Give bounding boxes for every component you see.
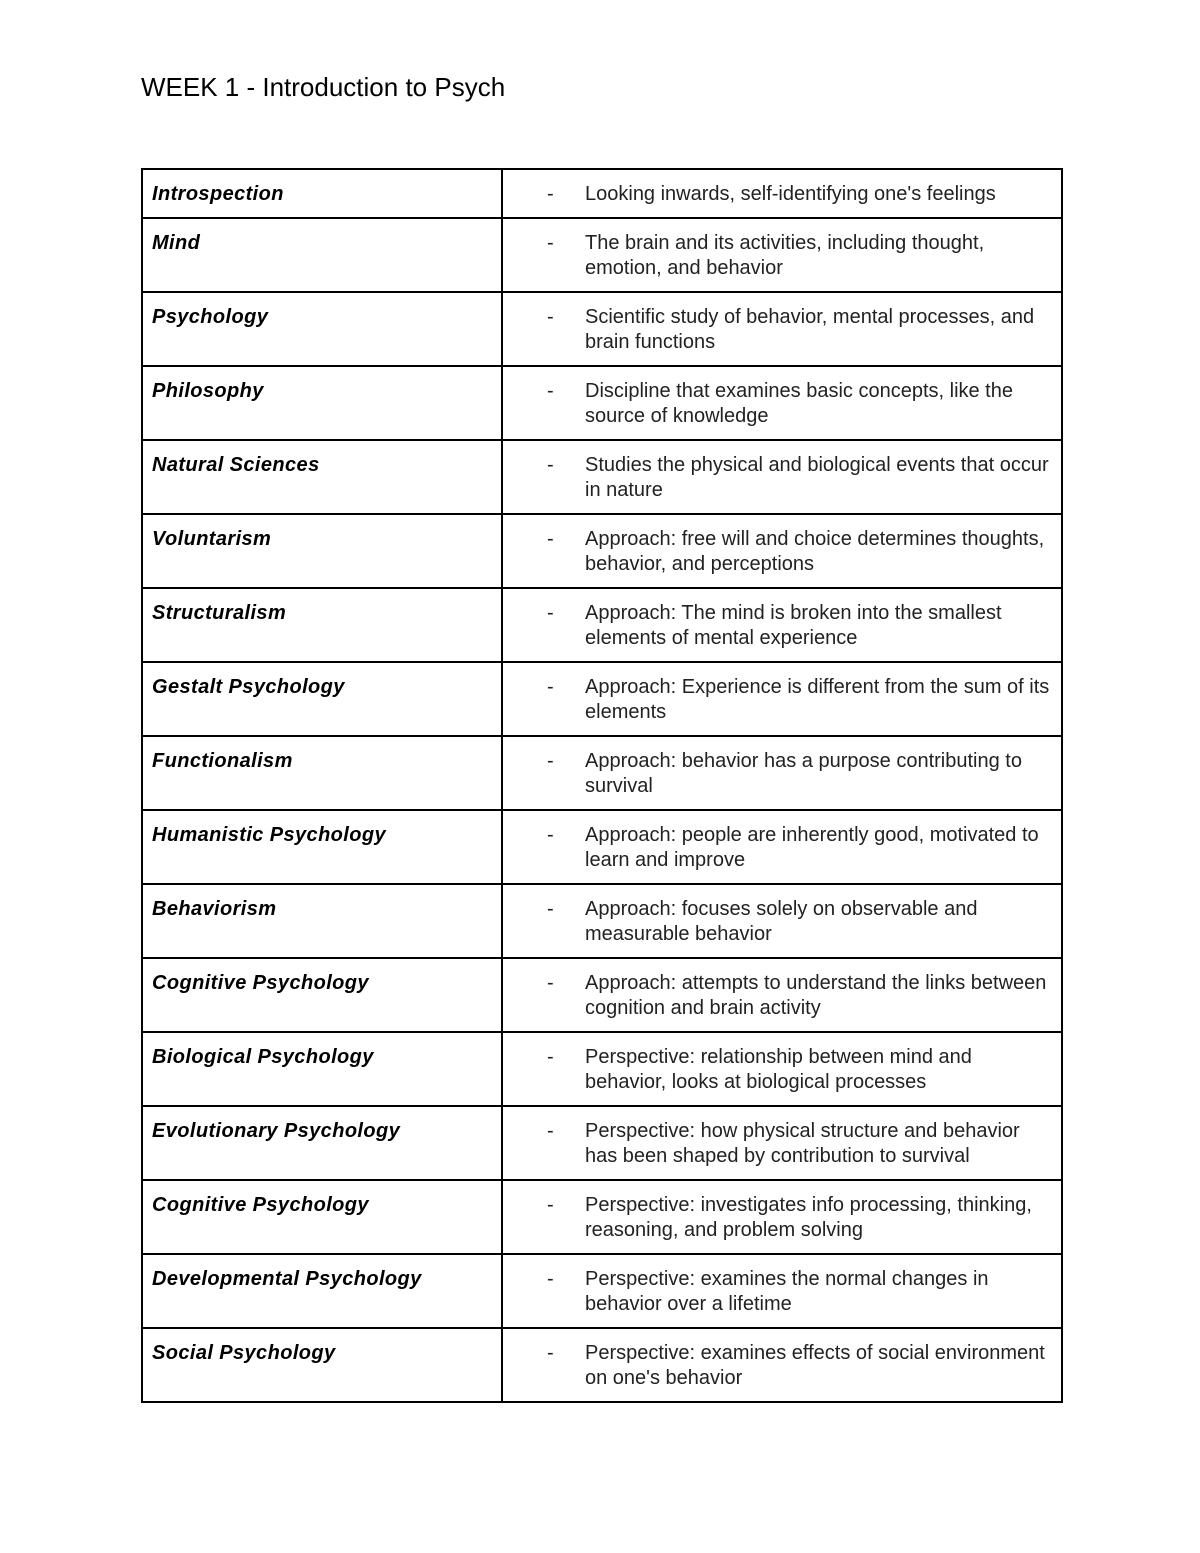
- table-row: [142, 588, 1062, 662]
- bullet-dash: -: [547, 750, 554, 772]
- bullet-dash: -: [547, 528, 554, 550]
- term-cell: Humanistic Psychology: [142, 810, 502, 884]
- definition-text: Studies the physical and biological events that occur in nature: [585, 454, 1049, 501]
- definition-cell: [502, 218, 1062, 292]
- definition-cell: [502, 1254, 1062, 1328]
- definition-cell: [502, 292, 1062, 366]
- definition-cell: [502, 810, 1062, 884]
- table-row: [142, 1106, 1062, 1180]
- bullet-dash: -: [547, 1120, 554, 1142]
- term-cell: Evolutionary Psychology: [142, 1106, 502, 1180]
- bullet-dash: -: [547, 602, 554, 624]
- glossary-table: [141, 168, 1063, 1403]
- table-row: [142, 810, 1062, 884]
- definition-cell: [502, 736, 1062, 810]
- term-cell: Mind: [142, 218, 502, 292]
- term-cell: Gestalt Psychology: [142, 662, 502, 736]
- table-row: [142, 514, 1062, 588]
- bullet-dash: -: [547, 898, 554, 920]
- term-cell: Cognitive Psychology: [142, 958, 502, 1032]
- term-cell: Structuralism: [142, 588, 502, 662]
- definition-cell: [502, 366, 1062, 440]
- bullet-dash: -: [547, 232, 554, 254]
- bullet-dash: -: [547, 1046, 554, 1068]
- definition-text: The brain and its activities, including thought, emotion, and behavior: [585, 232, 985, 279]
- definition-cell: [502, 1032, 1062, 1106]
- definition-text: Approach: people are inherently good, motivated to learn and improve: [585, 824, 1039, 871]
- definition-cell: [502, 884, 1062, 958]
- bullet-dash: -: [547, 1342, 554, 1364]
- definition-text: Perspective: investigates info processing, thinking, reasoning, and problem solving: [585, 1194, 1032, 1241]
- term-cell: Philosophy: [142, 366, 502, 440]
- term-cell: Psychology: [142, 292, 502, 366]
- definition-text: Scientific study of behavior, mental processes, and brain functions: [585, 306, 1035, 353]
- table-row: [142, 884, 1062, 958]
- definition-text: Approach: attempts to understand the links between cognition and brain activity: [585, 972, 1047, 1019]
- term-cell: Biological Psychology: [142, 1032, 502, 1106]
- term-cell: Voluntarism: [142, 514, 502, 588]
- term-cell: Functionalism: [142, 736, 502, 810]
- table-row: [142, 440, 1062, 514]
- definition-text: Approach: Experience is different from the sum of its elements: [585, 676, 1050, 723]
- table-row: [142, 662, 1062, 736]
- table-row: [142, 1328, 1062, 1402]
- page-title: WEEK 1 - Introduction to Psych: [141, 72, 506, 102]
- term-cell: Natural Sciences: [142, 440, 502, 514]
- definition-text: Looking inwards, self-identifying one's feelings: [585, 183, 996, 205]
- table-row: [142, 736, 1062, 810]
- definition-cell: [502, 662, 1062, 736]
- definition-text: Perspective: examines effects of social environment on one's behavior: [585, 1342, 1045, 1389]
- definition-cell: [502, 169, 1062, 218]
- definition-cell: [502, 440, 1062, 514]
- definition-text: Discipline that examines basic concepts, like the source of knowledge: [585, 380, 1013, 427]
- table-row: [142, 169, 1062, 218]
- table-row: [142, 958, 1062, 1032]
- bullet-dash: -: [547, 380, 554, 402]
- definition-cell: [502, 514, 1062, 588]
- bullet-dash: -: [547, 1194, 554, 1216]
- definition-cell: [502, 958, 1062, 1032]
- bullet-dash: -: [547, 972, 554, 994]
- table-row: [142, 366, 1062, 440]
- bullet-dash: -: [547, 676, 554, 698]
- definition-cell: [502, 1328, 1062, 1402]
- definition-text: Approach: focuses solely on observable and measurable behavior: [585, 898, 978, 945]
- bullet-dash: -: [547, 454, 554, 476]
- table-row: [142, 1032, 1062, 1106]
- definition-text: Perspective: how physical structure and behavior has been shaped by contribution to survival: [585, 1120, 1020, 1167]
- definition-cell: [502, 1180, 1062, 1254]
- table-row: [142, 292, 1062, 366]
- definition-cell: [502, 1106, 1062, 1180]
- term-cell: Introspection: [142, 169, 502, 218]
- bullet-dash: -: [547, 183, 554, 205]
- definition-cell: [502, 588, 1062, 662]
- term-cell: Developmental Psychology: [142, 1254, 502, 1328]
- definition-text: Perspective: examines the normal changes in behavior over a lifetime: [585, 1268, 989, 1315]
- table-row: [142, 1180, 1062, 1254]
- bullet-dash: -: [547, 1268, 554, 1290]
- bullet-dash: -: [547, 306, 554, 328]
- term-cell: Cognitive Psychology: [142, 1180, 502, 1254]
- term-cell: Behaviorism: [142, 884, 502, 958]
- term-cell: Social Psychology: [142, 1328, 502, 1402]
- definition-text: Approach: behavior has a purpose contributing to survival: [585, 750, 1022, 797]
- definition-text: Approach: The mind is broken into the smallest elements of mental experience: [585, 602, 1002, 649]
- table-row: [142, 1254, 1062, 1328]
- bullet-dash: -: [547, 824, 554, 846]
- definition-text: Approach: free will and choice determines thoughts, behavior, and perceptions: [585, 528, 1045, 575]
- definition-text: Perspective: relationship between mind and behavior, looks at biological processes: [585, 1046, 972, 1093]
- table-row: [142, 218, 1062, 292]
